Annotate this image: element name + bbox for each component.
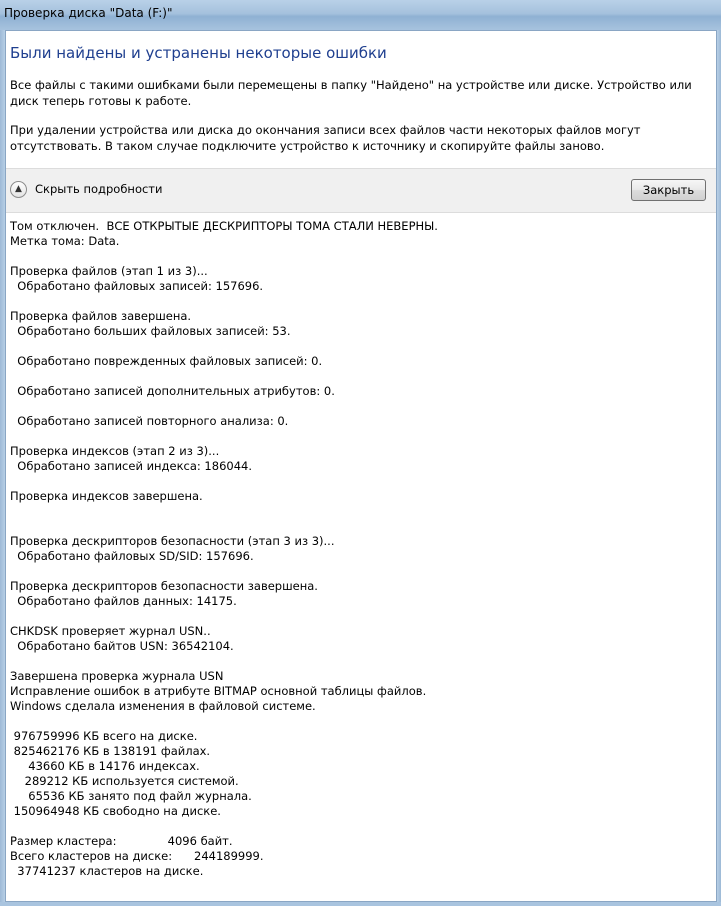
info-paragraph-2: При удалении устройства или диска до окончания записи всех файлов части некоторых файлов могут отсутствовать. В таком случае подключите устройство к источнику и скопируйте файлы заново. [10, 123, 641, 153]
details-line [10, 519, 710, 534]
details-line: Обработано записей индекса: 186044. [10, 459, 252, 473]
details-line: Обработано байтов USN: 36542104. [10, 639, 234, 653]
info-paragraph-1: Все файлы с такими ошибками были перемещены в папку "Найдено" на устройстве или диске. Устройство или диск теперь готовы к работе. [10, 78, 692, 108]
details-line [10, 714, 710, 729]
dialog-footer [6, 168, 717, 213]
details-line: Обработано поврежденных файловых записей: 0. [10, 354, 323, 368]
details-line: Проверка индексов (этап 2 из 3)... [10, 444, 220, 458]
window-frame-right [717, 30, 721, 906]
main-instruction: Были найдены и устранены некоторые ошибки [10, 44, 387, 62]
details-line [10, 609, 710, 624]
details-line: Исправление ошибок в атрибуте BITMAP основной таблицы файлов. [10, 684, 427, 698]
details-line: Обработано файловых записей: 157696. [10, 279, 264, 293]
details-line [10, 654, 710, 669]
details-line [10, 369, 710, 384]
title-bar [0, 0, 721, 30]
details-line [10, 564, 710, 579]
details-line: 37741237 кластеров на диске. [10, 864, 204, 878]
details-log [10, 219, 710, 879]
details-line: Обработано больших файловых записей: 53. [10, 324, 291, 338]
details-line: 150964948 КБ свободно на диске. [10, 804, 221, 818]
details-line [10, 249, 710, 264]
details-line: Windows сделала изменения в файловой системе. [10, 699, 316, 713]
details-line [10, 819, 710, 834]
details-line: Размер кластера: 4096 байт. [10, 834, 233, 848]
details-line [10, 294, 710, 309]
details-line: 289212 КБ используется системой. [10, 774, 239, 788]
chevron-up-icon: ▲ [10, 181, 27, 198]
details-line: 976759996 КБ всего на диске. [10, 729, 198, 743]
details-line: Завершена проверка журнала USN [10, 669, 224, 683]
details-line: Всего кластеров на диске: 244189999. [10, 849, 264, 863]
details-line: Обработано записей дополнительных атрибутов: 0. [10, 384, 335, 398]
details-line: Проверка дескрипторов безопасности (этап 3 из 3)... [10, 534, 335, 548]
details-line [10, 504, 710, 519]
details-line: Том отключен. ВСЕ ОТКРЫТЫЕ ДЕСКРИПТОРЫ ТОМА СТАЛИ НЕВЕРНЫ. [10, 219, 438, 233]
window-frame-bottom [0, 902, 721, 906]
details-line: 825462176 КБ в 138191 файлах. [10, 744, 211, 758]
details-line [10, 474, 710, 489]
details-line: Проверка файлов завершена. [10, 309, 192, 323]
details-line [10, 399, 710, 414]
details-line: Метка тома: Data. [10, 234, 120, 248]
toggle-details-label: Скрыть подробности [35, 182, 163, 196]
details-line: CHKDSK проверяет журнал USN.. [10, 624, 211, 638]
close-button[interactable]: Закрыть [631, 179, 706, 201]
details-line: Проверка индексов завершена. [10, 489, 203, 503]
details-line: Проверка файлов (этап 1 из 3)... [10, 264, 208, 278]
details-line: 65536 КБ занято под файл журнала. [10, 789, 252, 803]
details-line: Проверка дескрипторов безопасности завершена. [10, 579, 318, 593]
details-line [10, 339, 710, 354]
toggle-details-button[interactable] [10, 179, 162, 199]
window-title: Проверка диска "Data (F:)" [4, 6, 173, 20]
dialog-content [5, 30, 717, 902]
details-line: 43660 КБ в 14176 индексах. [10, 759, 200, 773]
details-line: Обработано файлов данных: 14175. [10, 594, 237, 608]
details-line: Обработано файловых SD/SID: 157696. [10, 549, 254, 563]
details-line [10, 429, 710, 444]
details-line: Обработано записей повторного анализа: 0. [10, 414, 289, 428]
